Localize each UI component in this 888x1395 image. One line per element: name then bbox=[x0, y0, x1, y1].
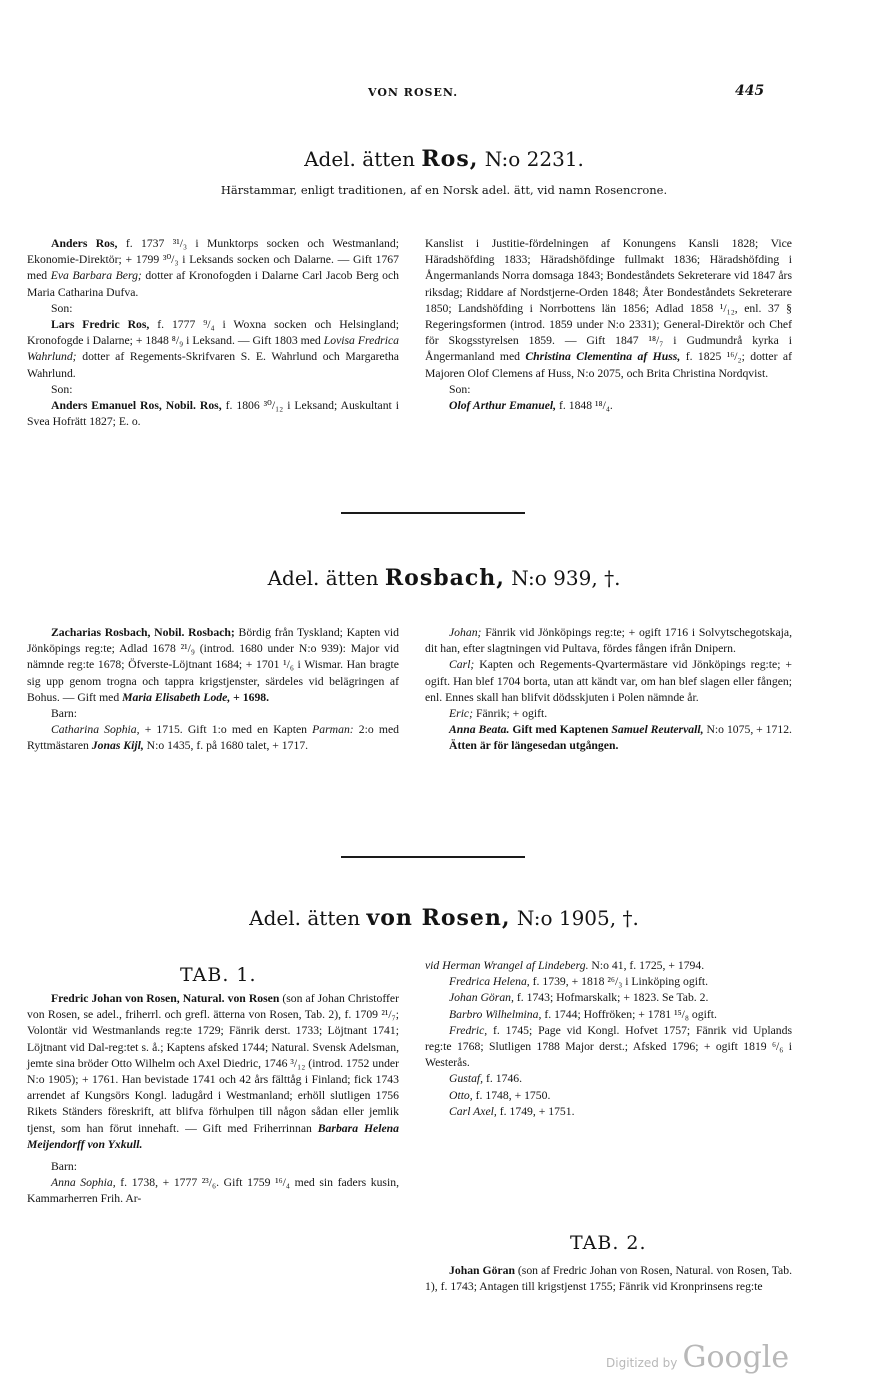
tab-1-heading: TAB. 1. bbox=[180, 964, 257, 986]
ros-subtitle: Härstammar, enligt traditionen, af en Norsk adel. ätt, vid namn Rosencrone. bbox=[220, 183, 668, 197]
ros-heading: Adel. ätten Ros, N:o 2231. bbox=[304, 146, 584, 172]
rosbach-right-column: Johan; Fänrik vid Jönköpings reg:te; + ogift 1716 i Solvytschegotskaja, dit han, efter slagtningen vid Pultava, fördes fången ifrån Dnipern. Carl; Kapten och Regements-Qvartermästare vid Jönköpings reg:te; + ogift. Han blef 1704 borta, utan att kändt var, om han blef slagen eller fången; enl. Ennes skall han blifvit dödsskjuten i Polen nämnde år. Eric; Fänrik; + ogift. Anna Beata. Gift med Kaptenen Samuel Reutervall, N:o 1075, + 1712. Ätten är för längesedan utgången. bbox=[425, 626, 792, 753]
rosbach-heading: Adel. ätten Rosbach, N:o 939, †. bbox=[267, 565, 621, 591]
page-number: 445 bbox=[735, 83, 765, 99]
section-divider bbox=[341, 512, 525, 514]
ros-right-column: Kanslist i Justitie-fördelningen af Konungens Kansli 1828; Vice Häradshöfding 1833; Häradshöfdinge fullmakt 1836; Häradshöfding i Ångermanlands Norra domsaga 1843; Bondeståndets Sekreterare vid 1847 års riksdag; Riddare af Nordstjerne-Orden 1848; Åter Bondeståndets Sekreterare 1850; Landshöfding i Norrbottens län 1856; Adlad 1858 ¹/₁₂, enl. 37 § Regeringsformen (introd. 1859 under N:o 2331); General-Direktör och Chef för Skogsstyrelsen 1859. — Gift 1847 ¹⁸/₇ i Gudmundrå kyrka i Ångermanland med Christina Clementina af Huss, f. 1825 ¹⁶/₂; dotter af Majoren Olof Clemens af Huss, N:o 2075, och Brita Christina Nordqvist. Son: Olof Arthur Emanuel, f. 1848 ¹⁸/₄. bbox=[425, 237, 792, 413]
rosbach-left-column: Zacharias Rosbach, Nobil. Rosbach; Bördig från Tyskland; Kapten vid Jönköpings reg:te; Adlad 1678 ²¹/₉ (introd. 1680 under N:o 939): Major vid nämnde reg:te 1678; Öfverste-Löjtnant 1684; + 1701 ¹/₆ i Wismar. Han bragte sig upp genom trogna och tappra krigstjenster, särdeles vid belägringen af Bohus. — Gift med Maria Elisabeth Lode, + 1698. Barn: Catharina Sophia, + 1715. Gift 1:o med en Kapten Parman: 2:o med Ryttmästaren Jonas Kijl, N:o 1435, f. på 1680 talet, + 1717. bbox=[27, 626, 399, 753]
von-rosen-right-column: vid Herman Wrangel af Lindeberg. N:o 41, f. 1725, + 1794. Fredrica Helena, f. 1739, + 1818 ²⁶/₃ i Linköping ogift. Johan Göran, f. 1743; Hofmarskalk; + 1823. Se Tab. 2. Barbro Wilhelmina, f. 1744; Hoffröken; + 1781 ¹⁵/₈ ogift. Fredric, f. 1745; Page vid Kongl. Hofvet 1757; Fänrik vid Uplands reg:te 1768; Slutligen 1788 Major derst.; Afsked 1796; + ogift 1819 ⁶/₆ i Westerås. Gustaf, f. 1746. Otto, f. 1748, + 1750. Carl Axel, f. 1749, + 1751. bbox=[425, 959, 792, 1118]
google-watermark: Digitized by Google bbox=[606, 1340, 790, 1375]
tab-2-column: Johan Göran (son af Fredric Johan von Rosen, Natural. von Rosen, Tab. 1), f. 1743; Antagen till krigstjenst 1755; Fänrik vid Kronprinsens reg:te bbox=[425, 1264, 792, 1294]
ros-left-column: Anders Ros, f. 1737 ³¹/₃ i Munktorps socken och Westmanland; Ekonomie-Direktör; + 1799 ³⁰/₃ i Leksands socken och Dalarne. — Gift 1767 med Eva Barbara Berg; dotter af Kronofogden i Dalarne Carl Jacob Berg och Maria Catharina Dufva. Son: Lars Fredric Ros, f. 1777 ⁹/₄ i Woxna socken och Helsingland; Kronofogde i Dalarne; + 1848 ⁸/₉ i Leksand. — Gift 1803 med Lovisa Fredrica Wahrlund; dotter af Regements-Skrifvaren S. E. Wahrlund och Margaretha Wahrlund. Son: Anders Emanuel Ros, Nobil. Ros, f. 1806 ³⁰/₁₂ i Leksand; Auskultant i Svea Hofrätt 1827; E. o. bbox=[27, 237, 399, 429]
von-rosen-heading: Adel. ätten von Rosen, N:o 1905, †. bbox=[249, 905, 639, 931]
von-rosen-left-column: Fredric Johan von Rosen, Natural. von Rosen (son af Johan Christoffer von Rosen, se adel., friherrl. och grefl. ätterna von Rosen, Tab. 2), f. 1709 ²¹/₇; Volontär vid Westmanlands reg:te 1729; Fänrik derst. 1733; Löjtnant 1741; Löjtnant vid Dal-reg:tet s. å.; Kaptens afsked 1744; Natural. Svensk Adelsman, jemte sina bröder Otto Wilhelm och Axel Diedric, 1746 ³/₁₂ (introd. 1752 under N:o 1905); + 1761. Han bevistade 1741 och 42 års fälttåg i Finland; fick 1743 arrendet af Kungsörs Kongl. ladugård i Westmanland; erhöll slutligen 1756 Rikets Ständers föreskrift, att blifva förhulpen till någon sådan eller jemlik tjenst, som han förut innehaft. — Gift med Friherrinnan Barbara Helena Meijendorff von Yxkull. Barn: Anna Sophia, f. 1738, + 1777 ²³/₆. Gift 1759 ¹⁶/₄ med sin faders kusin, Kammarherren Frih. Ar- bbox=[27, 992, 400, 1206]
tab-2-heading: TAB. 2. bbox=[570, 1232, 647, 1254]
section-divider bbox=[341, 856, 525, 858]
running-title: VON ROSEN. bbox=[368, 86, 459, 99]
